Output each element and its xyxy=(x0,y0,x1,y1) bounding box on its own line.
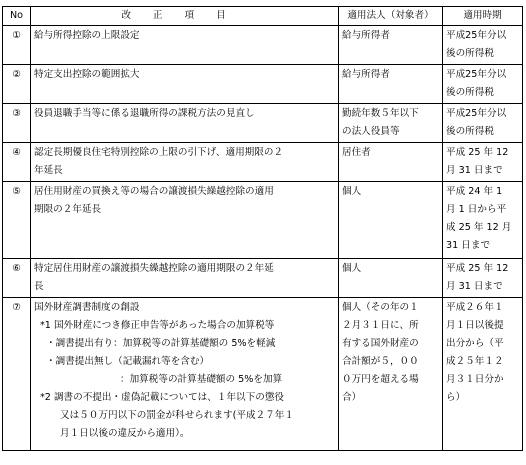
period-line: 成 25 年 12 月 xyxy=(446,222,512,233)
period-line: 後の所得税 xyxy=(446,126,494,137)
taxpayer-line: の法人役員等 xyxy=(342,126,400,137)
taxpayer xyxy=(339,259,443,298)
period-line: 月 31 日まで xyxy=(446,165,503,176)
taxpayer xyxy=(339,298,443,451)
item-line: 又は５０万円以下の罰金が科せられます(平成２７年１ xyxy=(60,410,294,421)
item-line: 長 xyxy=(34,281,44,292)
taxpayer-line: 個人（その年の１ xyxy=(342,302,419,313)
reform-item xyxy=(31,298,339,451)
period xyxy=(443,259,523,298)
period-line: 平成25年分以 xyxy=(446,30,507,41)
taxpayer-line: 有する国外財産の xyxy=(342,338,419,349)
reform-item xyxy=(31,104,339,143)
row-number: ② xyxy=(3,65,31,104)
taxpayer xyxy=(339,26,443,65)
period xyxy=(443,143,523,182)
item-line: ・調書提出有り：加算税等の計算基礎額の 5%を軽減 xyxy=(46,338,276,349)
period xyxy=(443,26,523,65)
row-number: ④ xyxy=(3,143,31,182)
reform-item xyxy=(31,26,339,65)
period-line: 平成25年分以 xyxy=(446,108,507,119)
period-line: 後の所得税 xyxy=(446,87,494,98)
row-number: ③ xyxy=(3,104,31,143)
item-line: *1 国外財産につき修正申告等があった場合の加算税等 xyxy=(40,320,275,331)
table-row xyxy=(3,182,523,259)
item-line: 特定支出控除の範囲拡大 xyxy=(34,69,140,80)
item-line: 期限の２年延長 xyxy=(34,204,102,215)
taxpayer-line: 合計額が５，００ xyxy=(342,356,419,367)
taxpayer-line: 居住者 xyxy=(342,147,371,158)
table-row xyxy=(3,259,523,298)
period-line: 31 日まで xyxy=(446,240,491,251)
table-row xyxy=(3,143,523,182)
reform-item xyxy=(31,65,339,104)
reform-item xyxy=(31,143,339,182)
tax-reform-table xyxy=(2,6,523,451)
period-line: 平成２６年１ xyxy=(446,302,504,313)
period-line: 月 1 日から平 xyxy=(446,204,507,215)
taxpayer xyxy=(339,65,443,104)
item-line: ・調書提出無し（記載漏れ等を含む） xyxy=(46,356,210,367)
taxpayer-line: 勤続年数５年以下 xyxy=(342,108,419,119)
row-number: ⑤ xyxy=(3,182,31,259)
period xyxy=(443,65,523,104)
table-row xyxy=(3,104,523,143)
row-number: ⑦ xyxy=(3,298,31,451)
period-line: 月１日以後提 xyxy=(446,320,504,331)
row-number: ⑥ xyxy=(3,259,31,298)
period-line: ら） xyxy=(446,392,466,403)
item-line: 国外財産調書制度の創設 xyxy=(34,302,140,313)
period-line: 月３１日分か xyxy=(446,374,504,385)
table-row xyxy=(3,298,523,451)
period-line: 平成25年分以 xyxy=(446,69,507,80)
item-line: 認定長期優良住宅特別控除の上限の引下げ、適用期限の２ xyxy=(34,147,284,158)
reform-item xyxy=(31,259,339,298)
taxpayer-line: 個人 xyxy=(342,186,362,197)
period-line: 出分から（平 xyxy=(446,338,504,349)
item-line: 居住用財産の買換え等の場合の譲渡損失繰越控除の適用 xyxy=(34,186,274,197)
item-line: 年延長 xyxy=(34,165,63,176)
period xyxy=(443,104,523,143)
period-line: 平成 24 年 1 xyxy=(446,186,503,197)
item-line: 給与所得控除の上限設定 xyxy=(34,30,140,41)
taxpayer xyxy=(339,104,443,143)
item-line: *2 調書の不提出・虚偽記載については、１年以下の懲役 xyxy=(40,392,285,403)
taxpayer xyxy=(339,182,443,259)
header-item: 改正項目 xyxy=(31,7,339,26)
header-row xyxy=(3,7,523,26)
taxpayer-line: 給与所得者 xyxy=(342,30,390,41)
period-line: 平成 25 年 12 xyxy=(446,263,509,274)
taxpayer-line: 個人 xyxy=(342,263,362,274)
period xyxy=(443,182,523,259)
item-line: 月１日以後の違反から適用）。 xyxy=(60,428,190,439)
taxpayer-line: 給与所得者 xyxy=(342,69,390,80)
row-number: ① xyxy=(3,26,31,65)
item-line: 特定居住用財産の譲渡損失繰越控除の適用期限の２年延 xyxy=(34,263,274,274)
period-line: 後の所得税 xyxy=(446,48,494,59)
taxpayer xyxy=(339,143,443,182)
table-row xyxy=(3,65,523,104)
item-line: 役員退職手当等に係る退職所得の課税方法の見直し xyxy=(34,108,255,119)
item-line: ：加算税等の計算基礎額の 5%を加算 xyxy=(120,374,283,385)
period-line: 成２５年１２ xyxy=(446,356,504,367)
period-line: 平成 25 年 12 xyxy=(446,147,509,158)
header-taxpayer: 適用法人（対象者） xyxy=(339,7,443,26)
taxpayer-line: ０万円を超える場 xyxy=(342,374,419,385)
reform-item xyxy=(31,182,339,259)
taxpayer-line: ２月３１日に、所 xyxy=(342,320,419,331)
period-line: 月 31 日まで xyxy=(446,281,503,292)
taxpayer-line: 合） xyxy=(342,392,362,403)
table-row xyxy=(3,26,523,65)
header-period: 適用時期 xyxy=(443,7,523,26)
header-no: No xyxy=(3,7,31,26)
period xyxy=(443,298,523,451)
